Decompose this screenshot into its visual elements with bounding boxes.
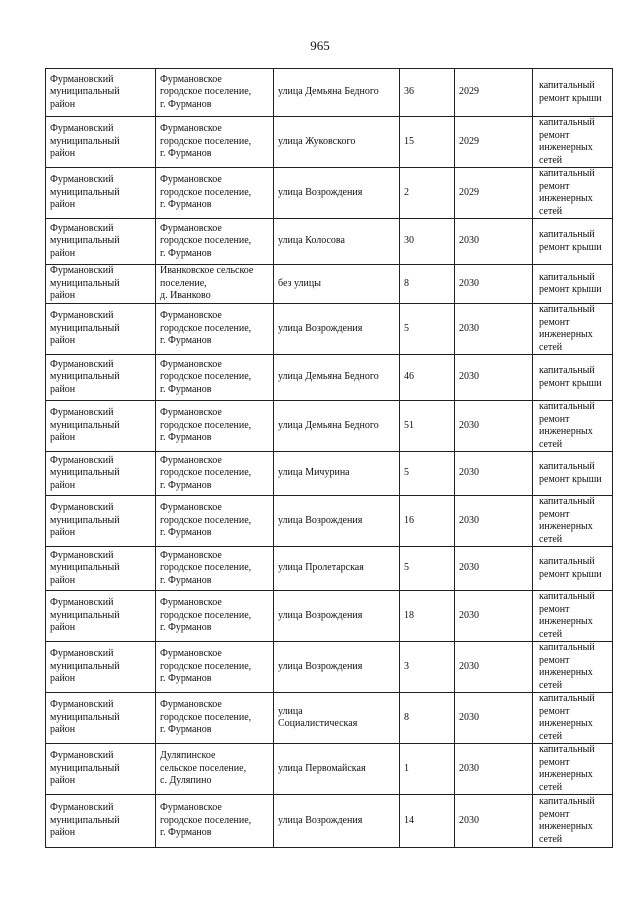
cell-line: Фурмановское bbox=[160, 597, 222, 609]
cell-line: улица Первомайская bbox=[278, 762, 366, 774]
cell-line: ремонт bbox=[539, 508, 570, 520]
cell-line: капитальный bbox=[539, 80, 595, 91]
cell-line: г. Фурманов bbox=[160, 527, 212, 539]
cell-line: муниципальный bbox=[50, 135, 120, 147]
cell-line: улица Возрождения bbox=[278, 660, 363, 672]
cell-line: ремонт bbox=[539, 756, 570, 768]
settlement-cell bbox=[156, 168, 274, 219]
house-number-cell: 5 bbox=[400, 304, 455, 355]
cell-line: городское поселение, bbox=[160, 562, 252, 574]
house-number-cell: 46 bbox=[400, 355, 455, 401]
settlement-cell bbox=[156, 219, 274, 265]
cell-line: инженерных bbox=[539, 521, 593, 532]
table-row bbox=[46, 117, 613, 168]
cell-line: улица Возрождения bbox=[278, 514, 363, 526]
table-row bbox=[46, 168, 613, 219]
cell-line: муниципальный bbox=[50, 235, 120, 247]
cell-line: Фурмановский bbox=[50, 597, 114, 609]
cell-line: улица Колосова bbox=[278, 235, 345, 247]
cell-line: капитальный bbox=[539, 461, 595, 472]
house-number-cell: 3 bbox=[400, 642, 455, 693]
cell-line: инженерных bbox=[539, 667, 593, 678]
cell-line: муниципальный bbox=[50, 660, 120, 672]
cell-line: сетей bbox=[539, 833, 563, 845]
street-cell bbox=[274, 69, 400, 117]
cell-line: Фурмановское bbox=[160, 310, 222, 322]
settlement-cell bbox=[156, 69, 274, 117]
table-row bbox=[46, 69, 613, 117]
year-cell: 2030 bbox=[455, 401, 533, 452]
table-row bbox=[46, 355, 613, 401]
house-number-cell: 8 bbox=[400, 693, 455, 744]
cell-line: инженерных bbox=[539, 718, 593, 729]
street-cell bbox=[274, 117, 400, 168]
cell-line: ремонт bbox=[539, 654, 570, 666]
cell-line: район bbox=[50, 247, 76, 259]
district-cell bbox=[46, 547, 156, 591]
cell-line: Фурмановское bbox=[160, 648, 222, 660]
cell-line: сетей bbox=[539, 438, 563, 450]
district-cell bbox=[46, 69, 156, 117]
cell-line: ремонт крыши bbox=[539, 568, 602, 580]
year-cell: 2030 bbox=[455, 693, 533, 744]
cell-line: муниципальный bbox=[50, 277, 120, 289]
year-cell: 2030 bbox=[455, 265, 533, 304]
cell-line: капитальный bbox=[539, 796, 595, 807]
work-type-cell bbox=[533, 795, 613, 848]
house-number-cell: 16 bbox=[400, 496, 455, 547]
house-number-cell: 1 bbox=[400, 744, 455, 795]
cell-line: улица Демьяна Бедного bbox=[278, 419, 379, 431]
cell-line: район bbox=[50, 827, 76, 839]
district-cell bbox=[46, 304, 156, 355]
cell-line: городское поселение, bbox=[160, 371, 252, 383]
cell-line: муниципальный bbox=[50, 371, 120, 383]
cell-line: муниципальный bbox=[50, 186, 120, 198]
cell-line: капитальный bbox=[539, 117, 595, 128]
house-number-cell: 5 bbox=[400, 452, 455, 496]
district-cell bbox=[46, 219, 156, 265]
cell-line: улица Возрождения bbox=[278, 814, 363, 826]
house-number-cell: 14 bbox=[400, 795, 455, 848]
cell-line: Фурмановское bbox=[160, 454, 222, 466]
settlement-cell bbox=[156, 265, 274, 304]
cell-line: сетей bbox=[539, 730, 563, 742]
year-cell: 2030 bbox=[455, 355, 533, 401]
cell-line: район bbox=[50, 724, 76, 736]
cell-line: капитальный bbox=[539, 365, 595, 376]
cell-line: сетей bbox=[539, 679, 563, 691]
table-row bbox=[46, 265, 613, 304]
cell-line: муниципальный bbox=[50, 467, 120, 479]
cell-line: ремонт bbox=[539, 808, 570, 820]
cell-line: улица bbox=[278, 705, 303, 717]
settlement-cell bbox=[156, 117, 274, 168]
cell-line: улица Возрождения bbox=[278, 609, 363, 621]
cell-line: Фурмановский bbox=[50, 699, 114, 711]
cell-line: городское поселение, bbox=[160, 814, 252, 826]
work-type-cell bbox=[533, 496, 613, 547]
cell-line: г. Фурманов bbox=[160, 827, 212, 839]
cell-line: Фурмановский bbox=[50, 502, 114, 514]
cell-line: сетей bbox=[539, 781, 563, 793]
cell-line: городское поселение, bbox=[160, 609, 252, 621]
settlement-cell bbox=[156, 693, 274, 744]
house-number-cell: 2 bbox=[400, 168, 455, 219]
cell-line: ремонт крыши bbox=[539, 284, 602, 295]
cell-line: капитальный bbox=[539, 591, 595, 602]
cell-line: Фурмановский bbox=[50, 123, 114, 135]
cell-line: Фурмановское bbox=[160, 549, 222, 561]
year-cell: 2029 bbox=[455, 69, 533, 117]
house-number-cell: 8 bbox=[400, 265, 455, 304]
cell-line: Фурмановский bbox=[50, 802, 114, 814]
street-cell bbox=[274, 452, 400, 496]
cell-line: Фурмановское bbox=[160, 699, 222, 711]
year-cell: 2030 bbox=[455, 642, 533, 693]
cell-line: г. Фурманов bbox=[160, 622, 212, 634]
work-type-cell bbox=[533, 591, 613, 642]
street-cell bbox=[274, 693, 400, 744]
settlement-cell bbox=[156, 591, 274, 642]
work-type-cell bbox=[533, 693, 613, 744]
cell-line: Фурмановский bbox=[50, 407, 114, 419]
cell-line: сетей bbox=[539, 154, 563, 166]
cell-line: городское поселение, bbox=[160, 235, 252, 247]
work-type-cell bbox=[533, 401, 613, 452]
street-cell bbox=[274, 168, 400, 219]
cell-line: муниципальный bbox=[50, 762, 120, 774]
settlement-cell bbox=[156, 547, 274, 591]
settlement-cell bbox=[156, 401, 274, 452]
district-cell bbox=[46, 642, 156, 693]
work-type-cell bbox=[533, 642, 613, 693]
year-cell: 2029 bbox=[455, 168, 533, 219]
cell-line: улица Демьяна Бедного bbox=[278, 371, 379, 383]
cell-line: Фурмановский bbox=[50, 358, 114, 370]
street-cell bbox=[274, 355, 400, 401]
settlement-cell bbox=[156, 744, 274, 795]
cell-line: г. Фурманов bbox=[160, 247, 212, 259]
district-cell bbox=[46, 265, 156, 304]
cell-line: улица Демьяна Бедного bbox=[278, 86, 379, 98]
cell-line: район bbox=[50, 383, 76, 395]
district-cell bbox=[46, 355, 156, 401]
street-cell bbox=[274, 401, 400, 452]
district-cell bbox=[46, 117, 156, 168]
cell-line: ремонт bbox=[539, 705, 570, 717]
cell-line: Фурмановский bbox=[50, 648, 114, 660]
cell-line: муниципальный bbox=[50, 814, 120, 826]
cell-line: капитальный bbox=[539, 401, 595, 412]
cell-line: Фурмановский bbox=[50, 222, 114, 234]
cell-line: муниципальный bbox=[50, 322, 120, 334]
cell-line: Фурмановское bbox=[160, 174, 222, 186]
table-row bbox=[46, 401, 613, 452]
cell-line: городское поселение, bbox=[160, 467, 252, 479]
cell-line: район bbox=[50, 199, 76, 211]
cell-line: Фурмановский bbox=[50, 265, 114, 277]
table-row bbox=[46, 304, 613, 355]
cell-line: сетей bbox=[539, 533, 563, 545]
cell-line: инженерных bbox=[539, 193, 593, 204]
cell-line: г. Фурманов bbox=[160, 673, 212, 685]
year-cell: 2030 bbox=[455, 547, 533, 591]
district-cell bbox=[46, 168, 156, 219]
year-cell: 2030 bbox=[455, 744, 533, 795]
cell-line: улица Жуковского bbox=[278, 135, 356, 147]
cell-line: Фурмановское bbox=[160, 358, 222, 370]
cell-line: ремонт bbox=[539, 316, 570, 328]
house-number-cell: 18 bbox=[400, 591, 455, 642]
year-cell: 2030 bbox=[455, 795, 533, 848]
house-number-cell: 15 bbox=[400, 117, 455, 168]
table-row bbox=[46, 795, 613, 848]
cell-line: капитальный bbox=[539, 271, 595, 283]
settlement-cell bbox=[156, 355, 274, 401]
table-row bbox=[46, 496, 613, 547]
cell-line: сетей bbox=[539, 628, 563, 640]
cell-line: Фурмановский bbox=[50, 549, 114, 561]
cell-line: сельское поселение, bbox=[160, 762, 247, 774]
house-number-cell: 5 bbox=[400, 547, 455, 591]
cell-line: Дуляпинское bbox=[160, 750, 216, 762]
cell-line: Фурмановский bbox=[50, 73, 114, 85]
cell-line: городское поселение, bbox=[160, 86, 252, 98]
year-cell: 2030 bbox=[455, 219, 533, 265]
cell-line: муниципальный bbox=[50, 419, 120, 431]
cell-line: муниципальный bbox=[50, 609, 120, 621]
district-cell bbox=[46, 693, 156, 744]
house-number-cell: 30 bbox=[400, 219, 455, 265]
cell-line: Иванковское сельское bbox=[160, 265, 254, 277]
street-cell bbox=[274, 265, 400, 304]
cell-line: Социалистическая bbox=[278, 718, 358, 729]
district-cell bbox=[46, 496, 156, 547]
cell-line: муниципальный bbox=[50, 711, 120, 723]
cell-line: г. Фурманов bbox=[160, 199, 212, 211]
work-type-cell bbox=[533, 219, 613, 265]
cell-line: г. Фурманов bbox=[160, 479, 212, 491]
cell-line: Фурмановский bbox=[50, 310, 114, 322]
cell-line: улица Возрождения bbox=[278, 322, 363, 334]
cell-line: инженерных bbox=[539, 142, 593, 153]
cell-line: инженерных bbox=[539, 329, 593, 340]
work-type-cell bbox=[533, 452, 613, 496]
work-type-cell bbox=[533, 304, 613, 355]
cell-line: ремонт крыши bbox=[539, 241, 602, 253]
district-cell bbox=[46, 744, 156, 795]
cell-line: инженерных bbox=[539, 616, 593, 627]
cell-line: ремонт bbox=[539, 413, 570, 425]
cell-line: ремонт bbox=[539, 129, 570, 141]
cell-line: городское поселение, bbox=[160, 660, 252, 672]
district-cell bbox=[46, 401, 156, 452]
cell-line: Фурмановское bbox=[160, 407, 222, 419]
cell-line: муниципальный bbox=[50, 562, 120, 574]
cell-line: капитальный bbox=[539, 168, 595, 179]
cell-line: муниципальный bbox=[50, 514, 120, 526]
cell-line: район bbox=[50, 148, 76, 160]
work-type-cell bbox=[533, 69, 613, 117]
cell-line: инженерных bbox=[539, 769, 593, 780]
cell-line: г. Фурманов bbox=[160, 98, 212, 110]
cell-line: городское поселение, bbox=[160, 322, 252, 334]
street-cell bbox=[274, 304, 400, 355]
street-cell bbox=[274, 795, 400, 848]
work-type-cell bbox=[533, 355, 613, 401]
cell-line: район bbox=[50, 527, 76, 539]
cell-line: городское поселение, bbox=[160, 514, 252, 526]
district-cell bbox=[46, 795, 156, 848]
cell-line: с. Дуляпино bbox=[160, 775, 212, 787]
cell-line: Фурмановский bbox=[50, 454, 114, 466]
settlement-cell bbox=[156, 452, 274, 496]
cell-line: ремонт bbox=[539, 603, 570, 615]
cell-line: муниципальный bbox=[50, 86, 120, 98]
cell-line: Фурмановский bbox=[50, 174, 114, 186]
cell-line: капитальный bbox=[539, 556, 595, 567]
settlement-cell bbox=[156, 304, 274, 355]
cell-line: городское поселение, bbox=[160, 711, 252, 723]
cell-line: район bbox=[50, 432, 76, 444]
cell-line: район bbox=[50, 479, 76, 491]
cell-line: капитальный bbox=[539, 304, 595, 315]
cell-line: г. Фурманов bbox=[160, 148, 212, 160]
cell-line: район bbox=[50, 574, 76, 586]
cell-line: д. Иванково bbox=[160, 290, 211, 302]
year-cell: 2030 bbox=[455, 452, 533, 496]
year-cell: 2030 bbox=[455, 591, 533, 642]
cell-line: район bbox=[50, 335, 76, 347]
cell-line: капитальный bbox=[539, 229, 595, 240]
cell-line: ремонт bbox=[539, 180, 570, 192]
cell-line: сетей bbox=[539, 341, 563, 353]
cell-line: Фурмановское bbox=[160, 502, 222, 514]
cell-line: Фурмановское bbox=[160, 73, 222, 85]
cell-line: инженерных bbox=[539, 426, 593, 437]
cell-line: инженерных bbox=[539, 821, 593, 832]
cell-line: район bbox=[50, 290, 76, 302]
cell-line: Фурмановское bbox=[160, 802, 222, 814]
cell-line: городское поселение, bbox=[160, 186, 252, 198]
street-cell bbox=[274, 642, 400, 693]
cell-line: Фурмановское bbox=[160, 222, 222, 234]
cell-line: район bbox=[50, 673, 76, 685]
cell-line: капитальный bbox=[539, 496, 595, 507]
cell-line: без улицы bbox=[278, 277, 321, 289]
cell-line: городское поселение, bbox=[160, 135, 252, 147]
work-type-cell bbox=[533, 117, 613, 168]
cell-line: г. Фурманов bbox=[160, 574, 212, 586]
year-cell: 2029 bbox=[455, 117, 533, 168]
cell-line: поселение, bbox=[160, 277, 207, 289]
street-cell bbox=[274, 744, 400, 795]
cell-line: улица Возрождения bbox=[278, 186, 363, 198]
cell-line: улица Мичурина bbox=[278, 467, 350, 479]
cell-line: ремонт крыши bbox=[539, 92, 602, 104]
street-cell bbox=[274, 219, 400, 265]
cell-line: капитальный bbox=[539, 744, 595, 755]
year-cell: 2030 bbox=[455, 304, 533, 355]
year-cell: 2030 bbox=[455, 496, 533, 547]
cell-line: сетей bbox=[539, 205, 563, 217]
cell-line: улица Пролетарская bbox=[278, 562, 364, 574]
table-row bbox=[46, 693, 613, 744]
cell-line: ремонт крыши bbox=[539, 377, 602, 389]
district-cell bbox=[46, 591, 156, 642]
table-row bbox=[46, 591, 613, 642]
table-row bbox=[46, 642, 613, 693]
table-row bbox=[46, 744, 613, 795]
cell-line: г. Фурманов bbox=[160, 432, 212, 444]
settlement-cell bbox=[156, 496, 274, 547]
cell-line: г. Фурманов bbox=[160, 383, 212, 395]
cell-line: Фурмановское bbox=[160, 123, 222, 135]
house-number-cell: 51 bbox=[400, 401, 455, 452]
work-type-cell bbox=[533, 265, 613, 304]
work-type-cell bbox=[533, 168, 613, 219]
cell-line: городское поселение, bbox=[160, 419, 252, 431]
repair-schedule-table bbox=[45, 68, 613, 848]
cell-line: район bbox=[50, 622, 76, 634]
house-number-cell: 36 bbox=[400, 69, 455, 117]
cell-line: ремонт крыши bbox=[539, 473, 602, 485]
cell-line: район bbox=[50, 98, 76, 110]
street-cell bbox=[274, 496, 400, 547]
table-body bbox=[46, 69, 613, 848]
table-row bbox=[46, 219, 613, 265]
cell-line: район bbox=[50, 775, 76, 787]
cell-line: г. Фурманов bbox=[160, 724, 212, 736]
street-cell bbox=[274, 547, 400, 591]
cell-line: г. Фурманов bbox=[160, 335, 212, 347]
district-cell bbox=[46, 452, 156, 496]
work-type-cell bbox=[533, 547, 613, 591]
cell-line: Фурмановский bbox=[50, 750, 114, 762]
table-row bbox=[46, 452, 613, 496]
settlement-cell bbox=[156, 795, 274, 848]
street-cell bbox=[274, 591, 400, 642]
cell-line: капитальный bbox=[539, 642, 595, 653]
work-type-cell bbox=[533, 744, 613, 795]
page-number: 965 bbox=[310, 38, 330, 53]
settlement-cell bbox=[156, 642, 274, 693]
table-row bbox=[46, 547, 613, 591]
cell-line: капитальный bbox=[539, 693, 595, 704]
